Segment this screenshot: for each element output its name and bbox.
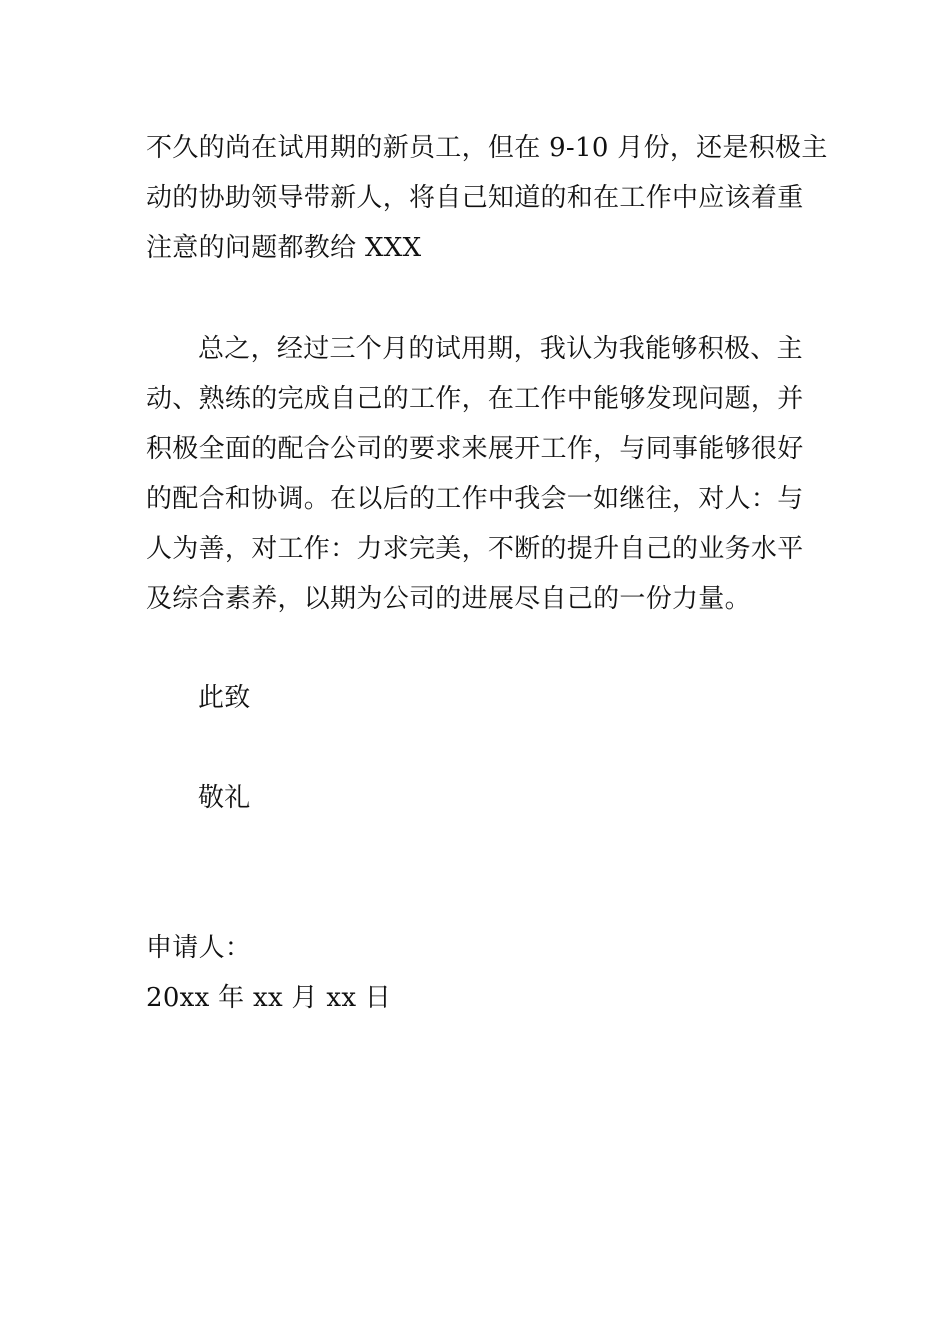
paragraph-2-line-4: 的配合和协调。在以后的工作中我会一如继往，对人：与	[146, 484, 804, 514]
closing-regards: 敬礼	[198, 783, 251, 813]
paragraph-1-line-3: 注意的问题都教给 XXX	[146, 233, 422, 263]
paragraph-2-line-3: 积极全面的配合公司的要求来展开工作，与同事能够很好	[146, 434, 804, 464]
paragraph-2-line-2: 动、熟练的完成自己的工作，在工作中能够发现问题，并	[146, 384, 804, 414]
date-line: 20xx 年 xx 月 xx 日	[146, 983, 392, 1013]
applicant-label: 申请人：	[146, 933, 252, 963]
paragraph-1-line-1: 不久的尚在试用期的新员工，但在 9-10 月份，还是积极主	[146, 133, 828, 163]
paragraph-1-line-2: 动的协助领导带新人，将自己知道的和在工作中应该着重	[146, 183, 804, 213]
paragraph-2-line-6: 及综合素养，以期为公司的进展尽自己的一份力量。	[146, 584, 751, 614]
closing-salutation: 此致	[198, 683, 251, 713]
paragraph-2-line-5: 人为善，对工作：力求完美，不断的提升自己的业务水平	[146, 534, 804, 564]
paragraph-2-line-1: 总之，经过三个月的试用期，我认为我能够积极、主	[198, 334, 803, 364]
